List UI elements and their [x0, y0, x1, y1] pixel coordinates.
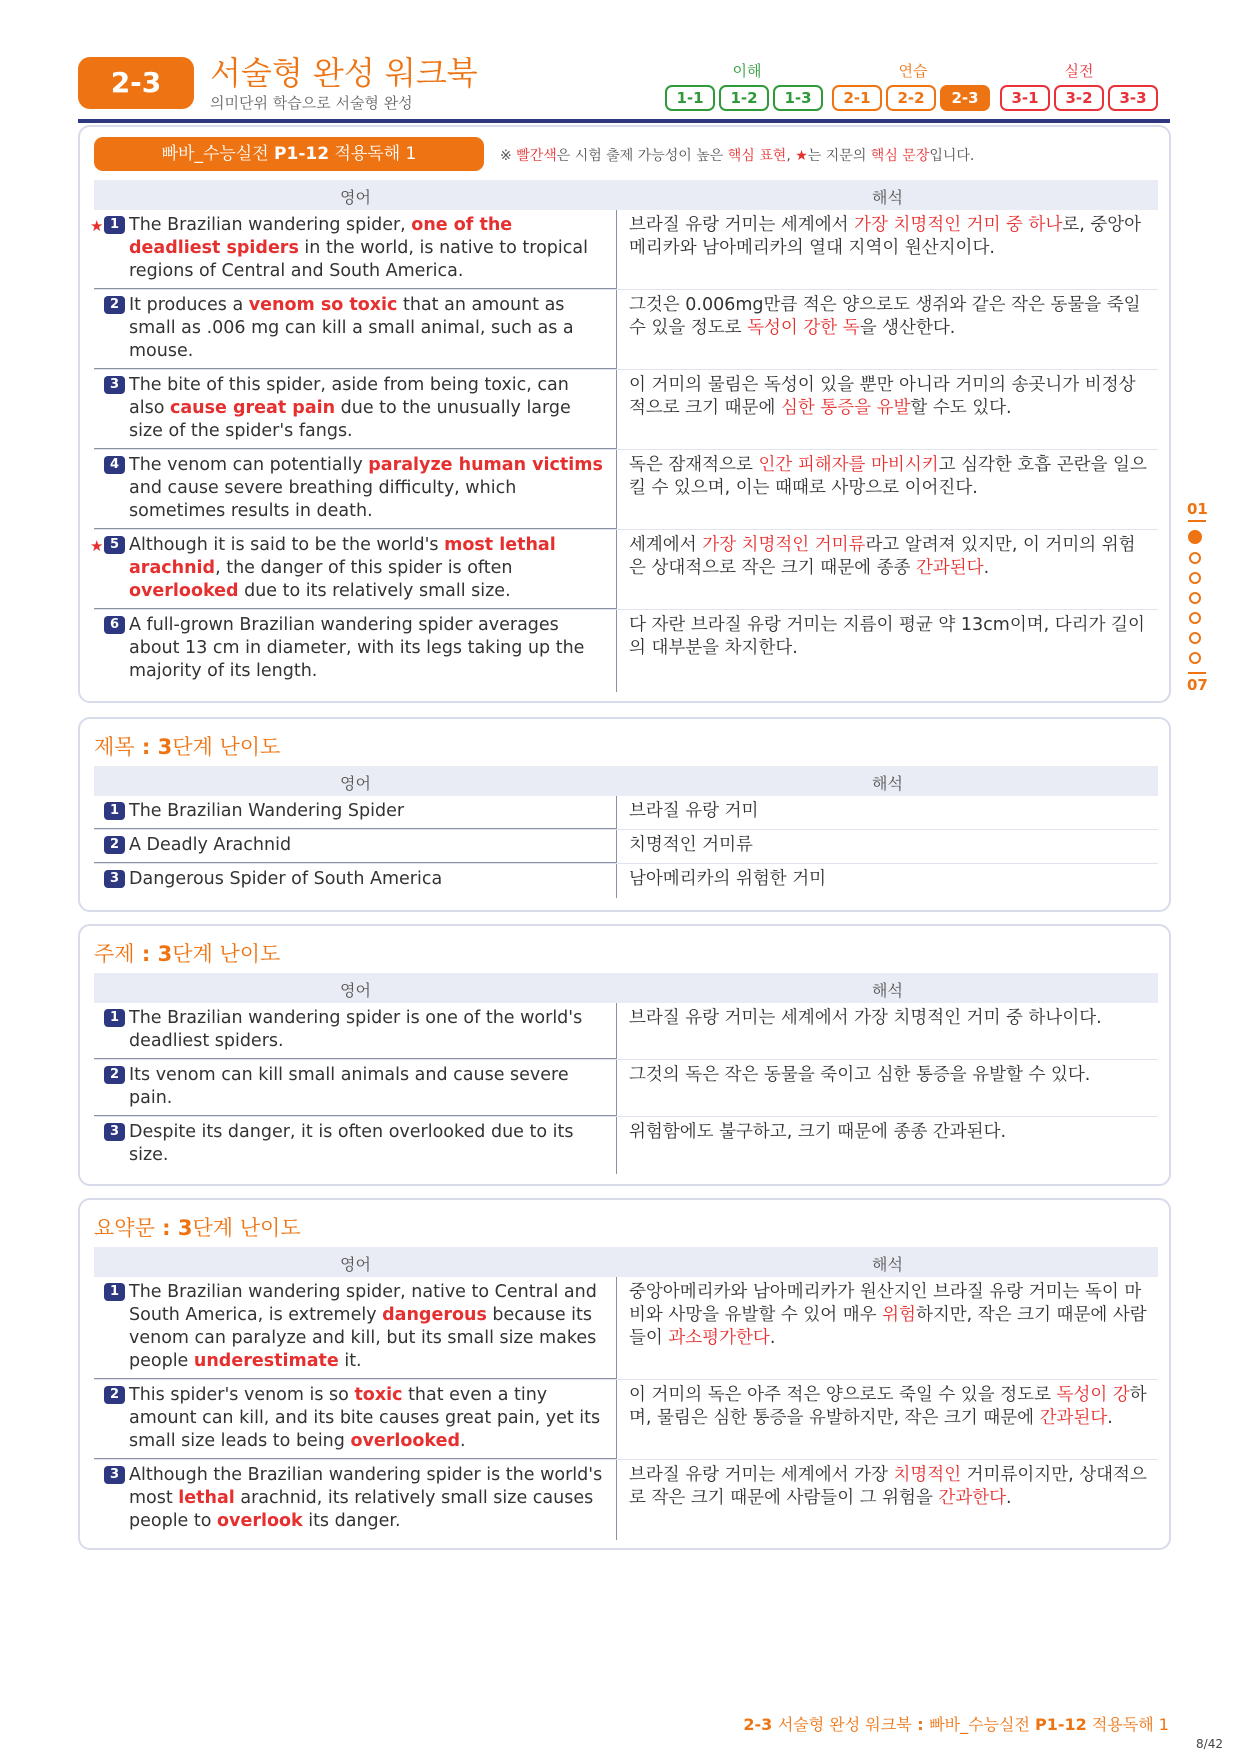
sentence-number: 2 — [104, 1066, 125, 1084]
english-sentence: ★ 5 Although it is said to be the world's most lethal arachnid, the danger of this spider is often overlooked due to its relatively small size. — [94, 530, 617, 609]
passage-rows — [90, 210, 1158, 692]
korean-translation: 그것은 0.006mg만큼 적은 양으로도 생쥐와 같은 작은 동물을 죽일 수 있을 정도로 독성이 강한 독을 생산한다. — [629, 295, 1141, 338]
column-english: 영어 — [340, 188, 371, 207]
english-sentence: 2 This spider's venom is so toxic that even a tiny amount can kill, and its bite causes great pain, yet its small size leads to being overlooked. — [94, 1380, 617, 1459]
side-nav-dot[interactable] — [1189, 572, 1201, 584]
column-korean: 해석 — [872, 188, 903, 207]
korean-translation: 남아메리카의 위험한 거미 — [629, 869, 827, 889]
table-row — [94, 610, 1158, 692]
step-3-3[interactable]: 3-3 — [1108, 85, 1158, 111]
english-sentence: 3 Dangerous Spider of South America — [94, 864, 617, 898]
table-header — [94, 180, 1158, 210]
korean-translation: 이 거미의 독은 아주 적은 양으로도 죽일 수 있을 정도로 독성이 강하며, 물림은 심한 통증을 유발하지만, 작은 크기 때문에 간과된다. — [629, 1385, 1147, 1428]
sentence-number: 4 — [104, 456, 125, 474]
table-row — [94, 796, 1158, 830]
table-row — [94, 1060, 1158, 1117]
table-row — [90, 210, 1158, 290]
sentence-number: 1 — [104, 1283, 125, 1301]
page-number: 8/42 — [1196, 1737, 1223, 1751]
english-sentence: 1 The Brazilian Wandering Spider — [94, 796, 617, 829]
korean-translation: 세계에서 가장 치명적인 거미류라고 알려져 있지만, 이 거미의 위험은 상대적으로 작은 크기 때문에 종종 간과된다. — [629, 535, 1136, 578]
step-group-label-practice: 연습 — [898, 62, 928, 80]
title-panel — [78, 717, 1171, 912]
key-sentence-star: ★ — [90, 537, 104, 555]
side-nav-dot[interactable] — [1189, 652, 1201, 664]
step-2-2[interactable]: 2-2 — [886, 85, 936, 111]
english-sentence: 3 Although the Brazilian wandering spider is the world's most lethal arachnid, its relatively small size causes people to overlook its danger. — [94, 1460, 617, 1540]
english-sentence: 1 The Brazilian wandering spider, native to Central and South America, is extremely dangerous because its venom can paralyze and kill, but its small size makes people underestimate it. — [94, 1277, 617, 1379]
title-rows — [94, 796, 1158, 898]
side-nav-line-top — [1188, 520, 1206, 522]
korean-translation: 중앙아메리카와 남아메리카가 원산지인 브라질 유랑 거미는 독이 마비와 사망을 유발할 수 있어 매우 위험하지만, 작은 크기 때문에 사람들이 과소평가한다. — [629, 1282, 1147, 1348]
sentence-number: 3 — [104, 376, 125, 394]
column-korean: 해석 — [872, 1255, 903, 1274]
sentence-number: 2 — [104, 1386, 125, 1404]
step-1-2[interactable]: 1-2 — [719, 85, 769, 111]
sentence-number: 1 — [104, 1009, 125, 1027]
passage-panel — [78, 125, 1171, 703]
korean-translation: 위험함에도 불구하고, 크기 때문에 종종 간과된다. — [629, 1122, 1007, 1142]
side-nav-last: 07 — [1187, 676, 1208, 694]
english-sentence: 2 It produces a venom so toxic that an amount as small as .006 mg can kill a small animal, such as a mouse. — [94, 290, 617, 369]
english-sentence: 2 Its venom can kill small animals and cause severe pain. — [94, 1060, 617, 1116]
step-3-1[interactable]: 3-1 — [1000, 85, 1050, 111]
english-sentence: 6 A full-grown Brazilian wandering spider averages about 13 cm in diameter, with its legs taking up the majority of its length. — [94, 610, 617, 692]
step-1-3[interactable]: 1-3 — [773, 85, 823, 111]
sentence-number: 6 — [104, 616, 125, 634]
sentence-number: 2 — [104, 296, 125, 314]
section-title: 제목 : 3단계 난이도 — [94, 735, 281, 759]
column-english: 영어 — [340, 1255, 371, 1274]
korean-translation: 이 거미의 물림은 독성이 있을 뿐만 아니라 거미의 송곳니가 비정상적으로 크기 때문에 심한 통증을 유발할 수도 있다. — [629, 375, 1136, 418]
summary-rows — [94, 1277, 1158, 1540]
side-nav-dot-active[interactable] — [1188, 530, 1202, 544]
section-title: 요약문 : 3단계 난이도 — [94, 1216, 301, 1240]
page-subtitle: 의미단위 학습으로 서술형 완성 — [210, 94, 413, 112]
side-nav-first: 01 — [1187, 500, 1208, 518]
table-row — [94, 1380, 1158, 1460]
sentence-number: 1 — [104, 802, 125, 820]
sentence-number: 2 — [104, 836, 125, 854]
korean-translation: 브라질 유랑 거미는 세계에서 가장 치명적인 거미 중 하나이다. — [629, 1008, 1102, 1028]
step-1-1[interactable]: 1-1 — [665, 85, 715, 111]
korean-translation: 치명적인 거미류 — [629, 835, 753, 855]
side-nav-dot[interactable] — [1189, 632, 1201, 644]
step-group-label-real: 실전 — [1064, 62, 1094, 80]
page-title: 서술형 완성 워크북 — [210, 54, 478, 92]
table-row — [94, 1003, 1158, 1060]
korean-translation: 독은 잠재적으로 인간 피해자를 마비시키고 심각한 호흡 곤란을 일으킬 수 있으며, 이는 때때로 사망으로 이어진다. — [629, 455, 1147, 498]
side-nav-dot[interactable] — [1189, 592, 1201, 604]
step-2-1[interactable]: 2-1 — [832, 85, 882, 111]
table-row — [94, 290, 1158, 370]
key-sentence-star: ★ — [90, 217, 104, 235]
section-number-badge: 2-3 — [78, 57, 194, 109]
table-header — [94, 973, 1158, 1003]
side-nav-line-bottom — [1188, 672, 1206, 674]
header-divider — [78, 119, 1170, 123]
side-nav-dot[interactable] — [1189, 552, 1201, 564]
step-3-2[interactable]: 3-2 — [1054, 85, 1104, 111]
english-sentence: 4 The venom can potentially paralyze human victims and cause severe breathing difficulty, which sometimes results in death. — [94, 450, 617, 529]
section-title: 주제 : 3단계 난이도 — [94, 942, 281, 966]
side-nav-dot[interactable] — [1189, 612, 1201, 624]
sentence-number: 3 — [104, 870, 125, 888]
korean-translation: 브라질 유랑 거미 — [629, 801, 759, 821]
legend-note: ※ 빨간색은 시험 출제 가능성이 높은 핵심 표현, ★는 지문의 핵심 문장입니다. — [500, 148, 975, 164]
sentence-number: 3 — [104, 1123, 125, 1141]
step-2-3-active[interactable]: 2-3 — [940, 85, 990, 111]
korean-translation: 브라질 유랑 거미는 세계에서 가장 치명적인 거미류이지만, 상대적으로 작은 크기 때문에 사람들이 그 위험을 간과한다. — [629, 1465, 1147, 1508]
english-sentence: 3 The bite of this spider, aside from being toxic, can also cause great pain due to the unusually large size of the spider's fangs. — [94, 370, 617, 449]
column-korean: 해석 — [872, 981, 903, 1000]
column-english: 영어 — [340, 981, 371, 1000]
column-english: 영어 — [340, 774, 371, 793]
table-row — [94, 1117, 1158, 1174]
table-row — [94, 830, 1158, 864]
column-korean: 해석 — [872, 774, 903, 793]
source-badge: 빠바_수능실전 P1-12 적용독해 1 — [94, 137, 484, 171]
footer-caption: 2-3 서술형 완성 워크북 : 빠바_수능실전 P1-12 적용독해 1 — [743, 1715, 1169, 1734]
table-row — [94, 864, 1158, 898]
table-row — [94, 1460, 1158, 1540]
english-sentence: ★ 1 The Brazilian wandering spider, one of the deadliest spiders in the world, is native to tropical regions of Central and South America. — [94, 210, 617, 289]
sentence-number: 1 — [104, 216, 125, 234]
topic-panel — [78, 924, 1171, 1186]
table-row — [94, 1277, 1158, 1380]
table-header — [94, 1247, 1158, 1277]
summary-panel — [78, 1198, 1171, 1550]
sentence-number: 5 — [104, 536, 125, 554]
korean-translation: 다 자란 브라질 유랑 거미는 지름이 평균 약 13cm이며, 다리가 길이의 대부분을 차지한다. — [629, 615, 1145, 658]
korean-translation: 그것의 독은 작은 동물을 죽이고 심한 통증을 유발할 수 있다. — [629, 1065, 1091, 1085]
step-group-label-understand: 이해 — [732, 62, 762, 80]
english-sentence: 1 The Brazilian wandering spider is one of the world's deadliest spiders. — [94, 1003, 617, 1059]
korean-translation: 브라질 유랑 거미는 세계에서 가장 치명적인 거미 중 하나로, 중앙아메리카와 남아메리카의 열대 지역이 원산지이다. — [629, 215, 1142, 258]
english-sentence: 3 Despite its danger, it is often overlooked due to its size. — [94, 1117, 617, 1174]
table-row — [94, 450, 1158, 530]
table-header — [94, 766, 1158, 796]
topic-rows — [94, 1003, 1158, 1174]
english-sentence: 2 A Deadly Arachnid — [94, 830, 617, 863]
sentence-number: 3 — [104, 1466, 125, 1484]
table-row — [90, 530, 1158, 610]
table-row — [94, 370, 1158, 450]
